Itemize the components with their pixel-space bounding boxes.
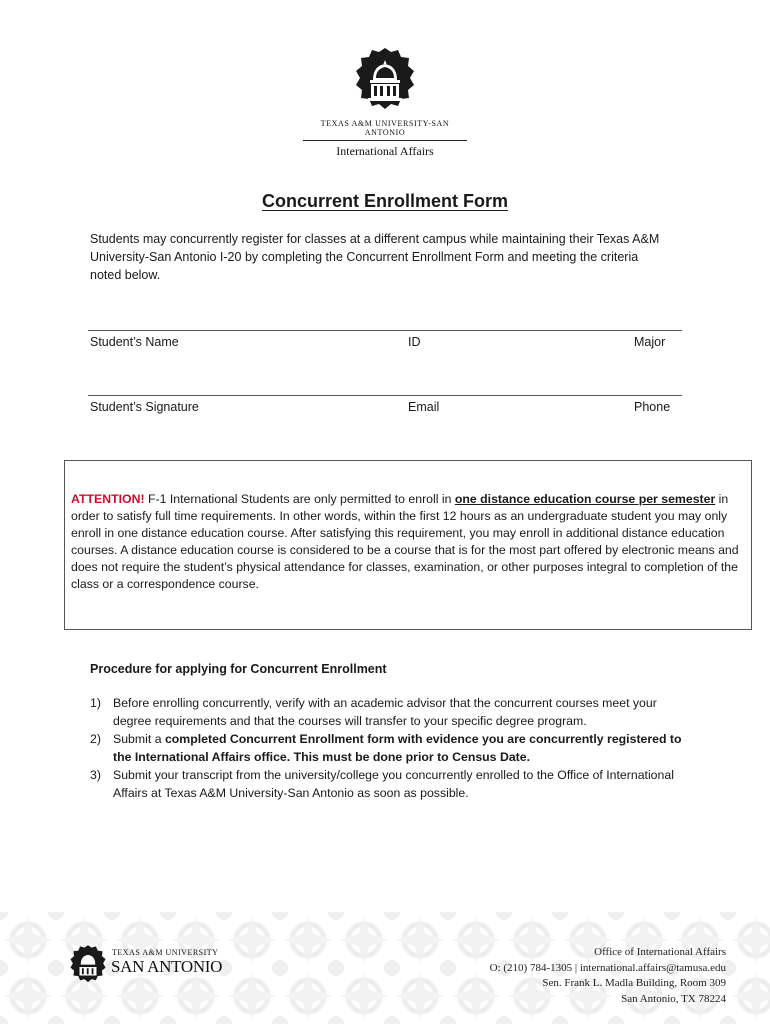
attention-text-a: F-1 International Students are only permitted to enroll in bbox=[144, 492, 455, 506]
footer-building: Sen. Frank L. Madla Building, Room 309 bbox=[542, 977, 726, 989]
student-signature-label: Student’s Signature bbox=[90, 400, 199, 414]
student-id-label: ID bbox=[408, 335, 421, 349]
footer-campus-name: SAN ANTONIO bbox=[111, 957, 223, 976]
attention-emphasis: one distance education course per semester bbox=[454, 492, 716, 506]
university-seal-icon bbox=[352, 46, 418, 112]
major-label: Major bbox=[634, 335, 666, 349]
footer-office: Office of International Affairs bbox=[594, 946, 726, 958]
footer-logo bbox=[68, 942, 268, 986]
footer-city: San Antonio, TX 78224 bbox=[621, 992, 726, 1005]
page-title: Concurrent Enrollment Form bbox=[261, 191, 508, 211]
intro-paragraph: Students may concurrently register for classes at a different campus while maintaining their Texas A&M University-San Antonio I-20 by completing the Concurrent Enrollment Form and meeting the criteria noted below. bbox=[90, 232, 660, 282]
footer-address bbox=[490, 945, 726, 1007]
signature-line-2[interactable] bbox=[88, 395, 682, 396]
email-label: Email bbox=[408, 400, 440, 414]
header-logo bbox=[300, 46, 470, 159]
procedure-step: 1) Before enrolling concurrently, verify with an academic advisor that the concurrent courses meet your degree requirements and that the courses will transfer to your specific degree program. bbox=[90, 696, 657, 728]
department-name: International Affairs bbox=[336, 144, 434, 158]
attention-keyword: ATTENTION! bbox=[71, 492, 145, 506]
logo-divider bbox=[303, 140, 467, 141]
signature-line-1[interactable] bbox=[88, 330, 682, 331]
procedure-step: 2) Submit a completed Concurrent Enrollment form with evidence you are concurrently registered to the International Affairs office. This must be done prior to Census Date. bbox=[90, 732, 682, 764]
procedure-step: 3) Submit your transcript from the university/college you concurrently enrolled to the Office of International Affairs at Texas A&M University-San Antonio as soon as possible. bbox=[90, 768, 674, 800]
footer-university-line: TEXAS A&M UNIVERSITY bbox=[112, 948, 219, 957]
procedure-steps bbox=[90, 694, 690, 802]
university-name: TEXAS A&M UNIVERSITY-SAN ANTONIO bbox=[320, 119, 450, 137]
student-name-label: Student’s Name bbox=[90, 335, 179, 349]
attention-box bbox=[64, 460, 752, 630]
procedure-heading: Procedure for applying for Concurrent Enrollment bbox=[90, 662, 387, 676]
attention-text-b: in order to satisfy full time requirements. In other words, within the first 12 hours as an undergraduate student you may only enroll in one distance education course. After satisfying this requirement, you may enroll in additional distance education courses. A distance education course is considered to be a course that is for the most part offered by electronic means and does not require the student’s physical attendance for classes, examination, or other purposes integral to completion of the class or a correspondence course. bbox=[71, 492, 739, 591]
footer-contact: O: (210) 784-1305 | international.affairs@tamusa.edu bbox=[489, 961, 726, 974]
phone-label: Phone bbox=[634, 400, 671, 414]
footer-seal-icon bbox=[68, 944, 108, 984]
